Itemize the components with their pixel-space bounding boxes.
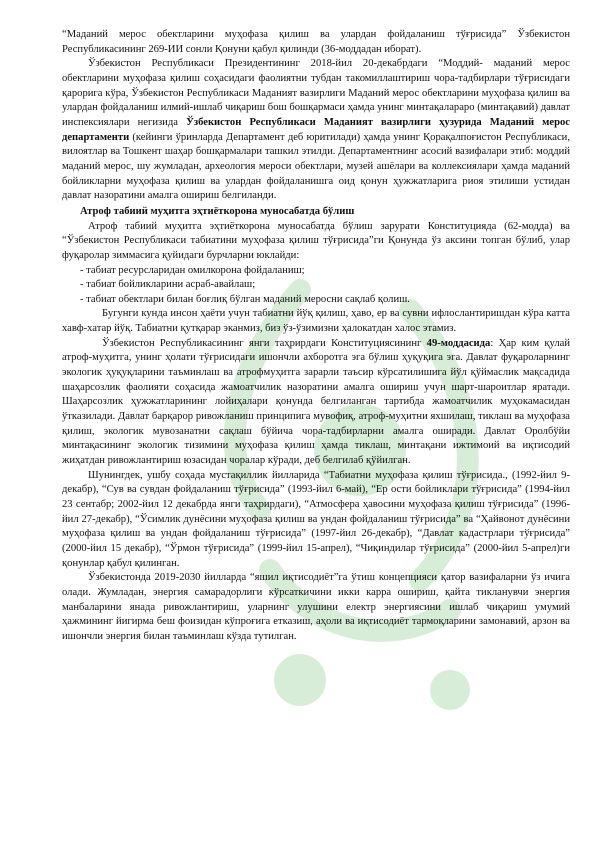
paragraph-department [62,57,570,204]
paragraph-constitution-62: Атроф табиий муҳитга эҳтиёткорона муносабатда бўлиш зарурати Конституцияда (62-модда) ва “Ўзбекистон Республикаси табиатини муҳофаза қилиш тўғрисида”ги Қонунда ўз аксини топган бўлиб, улар фуқаролар зиммасига қуйидаги бурчларни юклайди: [62,220,570,261]
paragraph-law-269: “Маданий мерос обектларини муҳофаза қилиш ва улардан фойдаланиш тўғрисида” Ўзбекистон Республикасининг 269-ИИ сонли Қонуни қабул қилинди (36-моддадан иборат). [62,29,570,55]
paragraph-department-text-cont: (кейинги ўринларда Департамент деб юритилади) ҳамда унинг Қорақалпоғистон Республикаси, вилоятлар ва Тошкент шаҳар бошқармалари ташкил этилди. Департаментнинг асосий вазифалари этиб: моддий маданий мерос, шу жумладан, археология мероси обектлари, музей ашёлари ва коллексиялари ҳамда маданий бойликларни муҳофаза қилиш ва улардан фойдаланишга оид қонун ҳужжатларига риоя этилиши устидан давлат назоратини амалга ошириш белгиланди. [62,131,570,202]
list-item: - табиат обектлари билан боғлиқ бўлган маданий меросни сақлаб қолиш. [80,293,410,305]
article-49-text: : Ҳар ким қулай атроф-муҳитга, унинг ҳолати тўғрисидаги ишончли ахборотга эга бўлиш ҳуқуқига эга. Давлат фуқароларнинг экологик ҳуқуқларини таъминлаш ва атрофмуҳитга зарарли таъсир кўрсатилишига йўл қўймаслик мақсадида шаҳарсозлик фаолияти соҳасида жамоатчилик назоратини амалга ошириш учун шарт-шароитлар яратади. Шаҳарсозлик ҳужжатларининг лойиҳалари қонунда белгиланган тартибда жамоатчилик муҳокамасидан ўтказилади. Давлат барқарор ривожланиш принципига мувофиқ, атроф-муҳитни яхшилаш, тиклаш ва муҳофаза қилиш, экологик мувозанатни сақлаш бўйича чора-тадбирларни амалга оширади. Давлат Оролбўйи минтақасининг экологик тизимини муҳофаза қилиш ҳамда тиклаш, минтақани ижтимоий ва иқтисодий жиҳатдан ривожлантириш юзасидан чоралар кўради, деб белгилаб қўйилган. [62,337,570,467]
section-heading: Атроф табиий муҳитга эҳтиёткорона муносабатда бўлиш [80,205,355,217]
paragraph-nature-danger: Бугунги кунда инсон ҳаёти учун табиатни йўқ қилиш, ҳаво, ер ва сувни ифлослантиришдан кўра катта хавф-хатар йўқ. Табиатни қутқарар эканмиз, биз ўз-ўзимизни ҳалокатдан халос этамиз. [62,308,570,335]
document-page [62,28,570,645]
article-49-intro: Ўзбекистон Республикасининг янги таҳрирдаги Конституциясининг [102,337,427,349]
paragraph-green-economy: Ўзбекистонда 2019-2030 йилларда “яшил иқтисодиёт”га ўтиш концепцияси қатор вазифаларни ўз ичига олади. Жумладан, энергия самарадорлиги кўрсаткичини икки карра ошириш, қайта тикланувчи энергия манбаларини янада ривожлантириш, уларнинг улушини електр энергиясини ишлаб чиқариш умумий ҳажмининг йигирма беш фоизидан кўпроғига етказиш, аҳоли ва иқтисодиёт тармоқларини замонавий, арзон ва ишончли энергия билан таъминлаш кўзда тутилган. [62,572,570,642]
list-item: - табиат ресурсларидан омилкорона фойдаланиш; [80,264,305,276]
paragraph-article-49 [62,337,570,469]
list-item: - табиат бойликларини асраб-авайлаш; [80,279,256,291]
paragraph-department-text: Ўзбекистон Республикаси Президентининг 2018-йил 20-декабрдаги “Моддий- маданий мерос обектларини муҳофаза қилиш соҳасидаги фаолиятни тубдан такомиллаштириш чора-тадбирлари тўғрисидаги қарорига кўра, Ўзбекистон Республикаси Маданият вазирлиги Маданий мерос обектларини муҳофаза қилиш ва улардан фойдаланиш илмий-ишлаб чиқариш бош бошқармаси ҳамда унинг минтақалараро (минтақавий) давлат инспексиялари негизида [62,58,570,128]
duties-list [62,264,570,308]
paragraph-laws-list: Шунингдек, ушбу соҳада мустақиллик йилларида “Табиатни муҳофаза қилиш тўғрисида., (1992-йил 9-декабр), “Сув ва сувдан фойдаланиш тўғрисида” (1993-йил 6-май), “Ер ости бойликлари тўғрисида” (1994-йил 23 сентабр; 2002-йил 12 декабрда янги таҳрирдаги), “Атмосфера ҳавосини муҳофаза қилиш тўғрисида” (1996-йил 27-декабр), “Ўсимлик дунёсини муҳофаза қилиш ва ундан фойдаланиш тўғрисида” ва “Ҳайвонот дунёсини муҳофаза қилиш ва ундан фойдаланиш тўғрисида” (1997-йил 26-декабр), “Давлат кадастрлари тўғрисида” (2000-йил 15 декабр), “Ўрмон тўғрисида” (1999-йил 15-апрел), “Чиқиндилар тўғрисида” (2000-йил 5-апрел)ги қонунлар қабул қилинган. [62,469,570,569]
department-name-bold: Ўзбекистон Республикаси Маданият вазирлиги ҳузурида Маданий мерос департаменти [62,116,570,143]
article-49-bold: 49-моддасида [426,337,491,349]
